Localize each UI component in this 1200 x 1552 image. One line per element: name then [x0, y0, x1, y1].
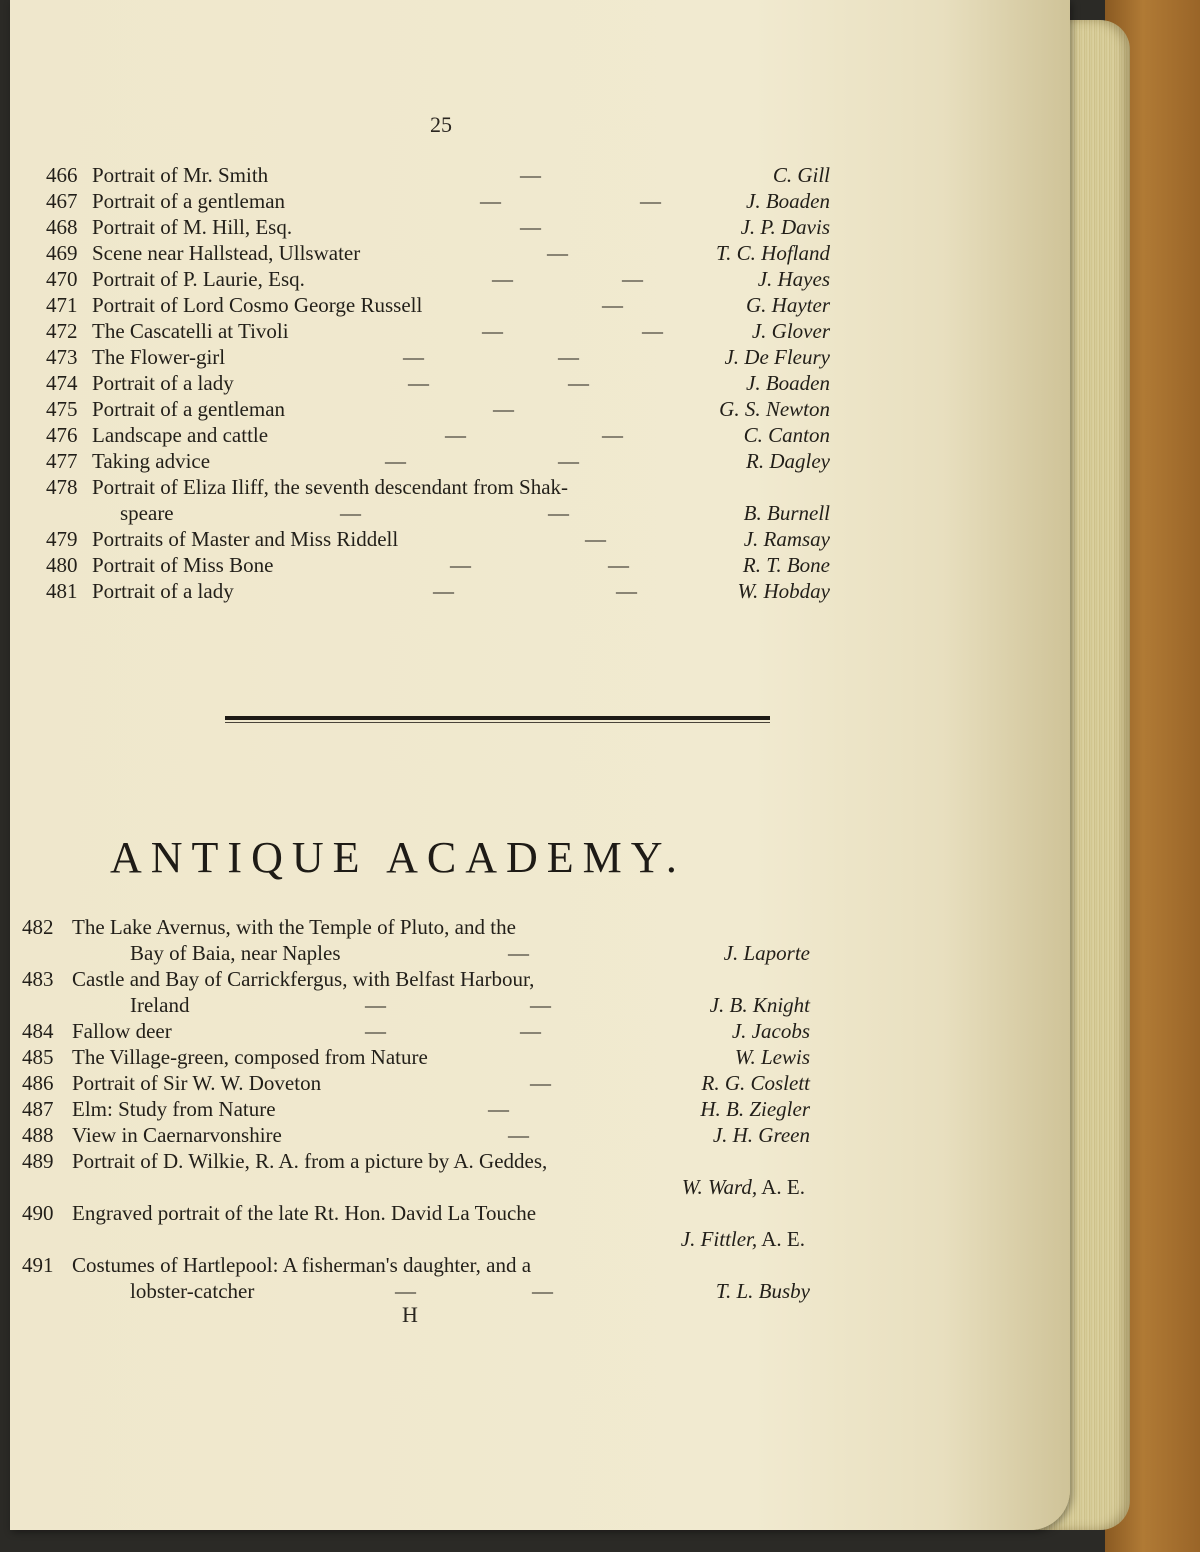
- entry-number: 484: [22, 1019, 54, 1043]
- page-number: 25: [430, 112, 452, 137]
- list-item: [10, 422, 830, 448]
- entry-title: Portraits of Master and Miss Riddell: [92, 527, 399, 551]
- dash-separator: —: [547, 241, 568, 265]
- entry-title: Portrait of a lady: [92, 579, 234, 603]
- list-item-continuation: [10, 500, 830, 526]
- entry-title: Portrait of a lady: [92, 371, 234, 395]
- entry-title: Portrait of Miss Bone: [92, 553, 274, 577]
- entry-artist-suffix: A. E.: [757, 1227, 805, 1251]
- entry-artist: J. Boaden: [746, 371, 830, 395]
- entry-title: Portrait of M. Hill, Esq.: [92, 215, 293, 239]
- list-item: [10, 1044, 810, 1070]
- list-item: [10, 162, 830, 188]
- dash-separator: —: [450, 553, 471, 577]
- list-item: [10, 1018, 810, 1044]
- dash-separator: —: [520, 163, 541, 187]
- signature-mark: H: [402, 1302, 418, 1327]
- list-item: [10, 266, 830, 292]
- dash-separator: —: [408, 371, 429, 395]
- list-item: [10, 370, 830, 396]
- entry-number: 467: [46, 189, 78, 213]
- entry-title-continuation: Bay of Baia, near Naples: [130, 941, 341, 965]
- entry-title: The Flower-girl: [92, 345, 226, 369]
- entry-number: 478: [46, 475, 78, 499]
- dash-separator: —: [530, 1071, 551, 1095]
- dash-separator: —: [365, 993, 386, 1017]
- entry-number: 486: [22, 1071, 54, 1095]
- entry-title-continuation: Ireland: [130, 993, 190, 1017]
- list-item-continuation: [10, 1278, 810, 1304]
- list-item: [10, 1148, 810, 1174]
- dash-separator: —: [602, 293, 623, 317]
- entry-artist: C. Gill: [772, 163, 830, 187]
- entry-number: 466: [46, 163, 78, 187]
- section-heading: ANTIQUE ACADEMY.: [110, 833, 686, 882]
- entry-number: 476: [46, 423, 78, 447]
- dash-separator: —: [602, 423, 623, 447]
- entry-title: The Cascatelli at Tivoli: [92, 319, 289, 343]
- entry-artist: T. C. Hofland: [716, 241, 830, 265]
- list-item-continuation: [10, 992, 810, 1018]
- list-item: [10, 1252, 810, 1278]
- list-item-artist-line: [10, 1174, 805, 1200]
- entry-artist: G. S. Newton: [719, 397, 830, 421]
- dash-separator: —: [482, 319, 503, 343]
- entry-number: 483: [22, 967, 54, 991]
- list-item: [10, 526, 830, 552]
- entry-artist: J. Boaden: [746, 189, 830, 213]
- entry-number: 477: [46, 449, 78, 473]
- entry-artist: J. Jacobs: [731, 1019, 810, 1043]
- list-item: [10, 552, 830, 578]
- entry-number: 469: [46, 241, 78, 265]
- entry-number: 490: [22, 1201, 54, 1225]
- dash-separator: —: [548, 501, 569, 525]
- dash-separator: —: [492, 267, 513, 291]
- entry-title: Portrait of Mr. Smith: [92, 163, 269, 187]
- dash-separator: —: [385, 449, 406, 473]
- entry-title: Costumes of Hartlepool: A fisherman's daughter, and a: [72, 1253, 532, 1277]
- entry-artist: J. De Fleury: [724, 345, 830, 369]
- entry-number: 474: [46, 371, 78, 395]
- dash-separator: —: [520, 215, 541, 239]
- entry-artist: T. L. Busby: [715, 1279, 810, 1303]
- entry-number: 470: [46, 267, 78, 291]
- dash-separator: —: [530, 993, 551, 1017]
- entry-artist: J. Glover: [751, 319, 830, 343]
- list-item: [10, 214, 830, 240]
- entry-title: Portrait of a gentleman: [92, 189, 286, 213]
- entry-artist: J. Hayes: [757, 267, 830, 291]
- dash-separator: —: [622, 267, 643, 291]
- list-item: [10, 474, 830, 500]
- dash-separator: —: [365, 1019, 386, 1043]
- entry-artist: W. Hobday: [737, 579, 830, 603]
- entry-title: Scene near Hallstead, Ullswater: [92, 241, 361, 265]
- dash-separator: —: [445, 423, 466, 447]
- list-item-continuation: [10, 940, 810, 966]
- entry-artist: W. Lewis: [734, 1045, 810, 1069]
- list-item: [10, 914, 810, 940]
- entry-artist: J. H. Green: [712, 1123, 810, 1147]
- entry-title: Engraved portrait of the late Rt. Hon. David La Touche: [72, 1201, 537, 1225]
- entry-title: Fallow deer: [72, 1019, 172, 1043]
- entry-title: Portrait of P. Laurie, Esq.: [92, 267, 305, 291]
- dash-separator: —: [585, 527, 606, 551]
- dash-separator: —: [403, 345, 424, 369]
- dash-separator: —: [433, 579, 454, 603]
- entry-number: 489: [22, 1149, 54, 1173]
- entry-title: The Lake Avernus, with the Temple of Pluto, and the: [72, 915, 516, 939]
- entry-title: Portrait of a gentleman: [92, 397, 286, 421]
- dash-separator: —: [340, 501, 361, 525]
- dash-separator: —: [558, 345, 579, 369]
- entry-title: Portrait of Lord Cosmo George Russell: [92, 293, 423, 317]
- entry-title: Portrait of Eliza Iliff, the seventh descendant from Shak-: [92, 475, 569, 499]
- section-rule-thin: [225, 722, 770, 723]
- dash-separator: —: [640, 189, 661, 213]
- dash-separator: —: [568, 371, 589, 395]
- dash-separator: —: [520, 1019, 541, 1043]
- entry-number: 468: [46, 215, 78, 239]
- list-item: [10, 318, 830, 344]
- entry-artist: R. G. Coslett: [701, 1071, 810, 1095]
- entry-number: 481: [46, 579, 78, 603]
- entry-artist: J. Laporte: [723, 941, 810, 965]
- entry-artist: C. Canton: [743, 423, 830, 447]
- entry-number: 488: [22, 1123, 54, 1147]
- entry-artist-name: W. Ward,: [681, 1175, 758, 1199]
- dash-separator: —: [616, 579, 637, 603]
- entry-number: 472: [46, 319, 78, 343]
- list-item: [10, 344, 830, 370]
- dash-separator: —: [608, 553, 629, 577]
- entry-artist: H. B. Ziegler: [700, 1097, 810, 1121]
- entry-number: 491: [22, 1253, 54, 1277]
- entry-artist: R. Dagley: [746, 449, 830, 473]
- dash-separator: —: [642, 319, 663, 343]
- entry-artist: J. B. Knight: [709, 993, 810, 1017]
- entry-artist: J. Ramsay: [743, 527, 830, 551]
- list-item: [10, 292, 830, 318]
- dash-separator: —: [508, 941, 529, 965]
- entry-artist: [681, 1226, 805, 1252]
- entry-number: 479: [46, 527, 78, 551]
- entry-number: 482: [22, 915, 54, 939]
- entry-title: Taking advice: [92, 449, 211, 473]
- list-item: [10, 1096, 810, 1122]
- entry-artist-suffix: A. E.: [757, 1175, 805, 1199]
- entry-title-continuation: lobster-catcher: [130, 1279, 255, 1303]
- entry-number: 471: [46, 293, 78, 317]
- entry-number: 485: [22, 1045, 54, 1069]
- book-page: [10, 0, 1070, 1530]
- list-item: [10, 1070, 810, 1096]
- dash-separator: —: [558, 449, 579, 473]
- dash-separator: —: [488, 1097, 509, 1121]
- entry-title: Elm: Study from Nature: [72, 1097, 276, 1121]
- dash-separator: —: [480, 189, 501, 213]
- entry-artist: B. Burnell: [743, 501, 830, 525]
- list-item: [10, 966, 810, 992]
- entry-artist: R. T. Bone: [742, 553, 830, 577]
- dash-separator: —: [493, 397, 514, 421]
- dash-separator: —: [508, 1123, 529, 1147]
- list-item: [10, 396, 830, 422]
- entry-title: View in Caernarvonshire: [72, 1123, 282, 1147]
- entry-title: Castle and Bay of Carrickfergus, with Belfast Harbour,: [72, 967, 535, 991]
- entry-number: 487: [22, 1097, 54, 1121]
- entry-number: 473: [46, 345, 78, 369]
- section-rule: [225, 716, 770, 720]
- dash-separator: —: [532, 1279, 553, 1303]
- list-item: [10, 448, 830, 474]
- list-item-artist-line: [10, 1226, 805, 1252]
- entry-number: 480: [46, 553, 78, 577]
- entry-title-continuation: speare: [120, 501, 174, 525]
- entry-title: Landscape and cattle: [92, 423, 269, 447]
- entry-artist-name: J. Fittler,: [680, 1227, 758, 1251]
- entry-artist: G. Hayter: [746, 293, 830, 317]
- entry-artist: J. P. Davis: [740, 215, 830, 239]
- list-item: [10, 188, 830, 214]
- entry-artist: [682, 1174, 805, 1200]
- entry-title: The Village-green, composed from Nature: [72, 1045, 428, 1069]
- entry-number: 475: [46, 397, 78, 421]
- list-item: [10, 1122, 810, 1148]
- list-item: [10, 578, 830, 604]
- list-item: [10, 240, 830, 266]
- entry-title: Portrait of D. Wilkie, R. A. from a picture by A. Geddes,: [72, 1149, 548, 1173]
- entry-title: Portrait of Sir W. W. Doveton: [72, 1071, 322, 1095]
- list-item: [10, 1200, 810, 1226]
- dash-separator: —: [395, 1279, 416, 1303]
